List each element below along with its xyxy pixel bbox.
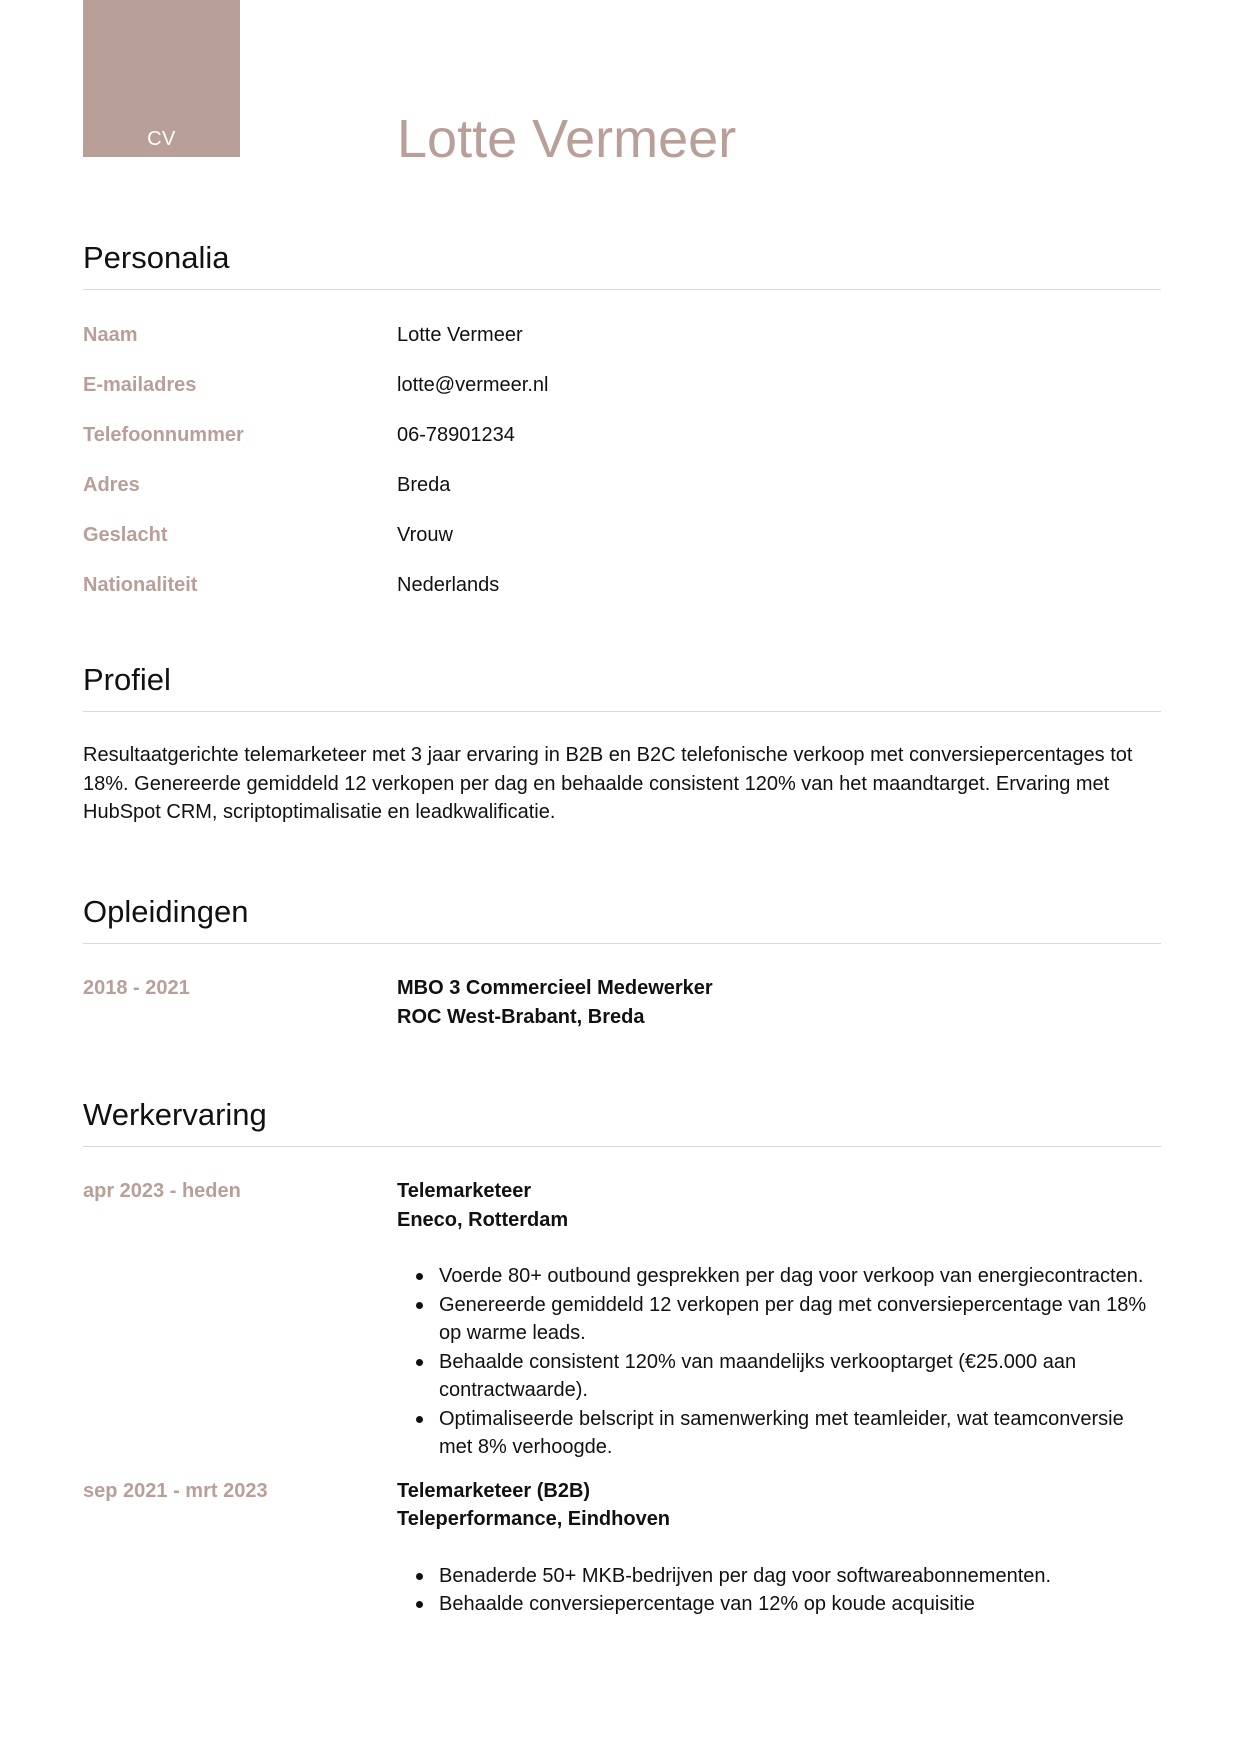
education-entry — [83, 974, 1161, 1031]
cv-badge-label: CV — [147, 128, 176, 150]
job-body — [397, 1477, 1161, 1619]
opleidingen-section — [83, 892, 1161, 1031]
personalia-label: Geslacht — [83, 524, 168, 546]
job-body — [397, 1177, 1161, 1462]
personalia-row — [83, 471, 1161, 521]
education-period: 2018 - 2021 — [83, 977, 190, 999]
personalia-value: Vrouw — [397, 524, 453, 546]
job-bullet: Optimaliseerde belscript in samenwerking met teamleider, wat teamconversie met 8% verhoogde. — [439, 1405, 1161, 1462]
personalia-row — [83, 421, 1161, 471]
education-body — [397, 974, 1161, 1031]
personalia-row — [83, 571, 1161, 621]
personalia-value: Nederlands — [397, 574, 500, 596]
education-title: MBO 3 Commercieel Medewerker — [397, 977, 713, 999]
personalia-label: E-mailadres — [83, 374, 197, 396]
job-period: apr 2023 - heden — [83, 1180, 241, 1202]
personalia-label: Adres — [83, 474, 140, 496]
page-title: Lotte Vermeer — [397, 109, 737, 169]
education-org: ROC West-Brabant, Breda — [397, 1005, 645, 1028]
job-bullets — [397, 1262, 1161, 1462]
personalia-value: 06-78901234 — [397, 424, 515, 446]
job-bullet: Behaalde consistent 120% van maandelijks verkooptarget (€25.000 aan contractwaarde). — [439, 1348, 1161, 1405]
section-title-profiel: Profiel — [83, 660, 1161, 712]
personalia-value: lotte@vermeer.nl — [397, 374, 549, 396]
job-period: sep 2021 - mrt 2023 — [83, 1479, 268, 1502]
job-org: Eneco, Rotterdam — [397, 1208, 569, 1231]
section-title-personalia: Personalia — [83, 238, 1161, 290]
job-bullet: Voerde 80+ outbound gesprekken per dag voor verkoop van energiecontracten. — [439, 1262, 1161, 1291]
personalia-row — [83, 521, 1161, 571]
job-bullet: Benaderde 50+ MKB-bedrijven per dag voor softwareabonnementen. — [439, 1562, 1161, 1591]
section-title-werkervaring: Werkervaring — [83, 1095, 1161, 1147]
personalia-label: Naam — [83, 324, 138, 346]
job-bullet: Behaalde conversiepercentage van 12% op koude acquisitie — [439, 1590, 1161, 1619]
job-entry — [83, 1177, 1161, 1462]
personalia-section — [83, 238, 1161, 621]
job-bullet: Genereerde gemiddeld 12 verkopen per dag met conversiepercentage van 18% op warme leads. — [439, 1291, 1161, 1348]
werkervaring-section — [83, 1095, 1161, 1619]
job-title: Telemarketeer — [397, 1180, 532, 1202]
profile-text: Resultaatgerichte telemarketeer met 3 jaar ervaring in B2B en B2C telefonische verkoop met conversiepercentages tot 18%. Genereerde gemiddeld 12 verkopen per dag en behaalde consistent 120% van het maandtarget. Ervaring met HubSpot CRM, scriptoptimalisatie en leadkwalificatie. — [83, 744, 1133, 823]
personalia-value: Lotte Vermeer — [397, 324, 523, 346]
personalia-value: Breda — [397, 474, 451, 496]
personalia-list — [83, 321, 1161, 621]
profiel-section — [83, 660, 1161, 827]
personalia-label: Telefoonnummer — [83, 424, 244, 446]
personalia-row — [83, 321, 1161, 371]
personalia-label: Nationaliteit — [83, 574, 198, 596]
job-bullets — [397, 1562, 1161, 1619]
job-title: Telemarketeer (B2B) — [397, 1479, 591, 1502]
cv-badge — [83, 0, 240, 157]
job-entry — [83, 1477, 1161, 1619]
section-title-opleidingen: Opleidingen — [83, 892, 1161, 944]
job-org: Teleperformance, Eindhoven — [397, 1508, 671, 1530]
personalia-row — [83, 371, 1161, 421]
